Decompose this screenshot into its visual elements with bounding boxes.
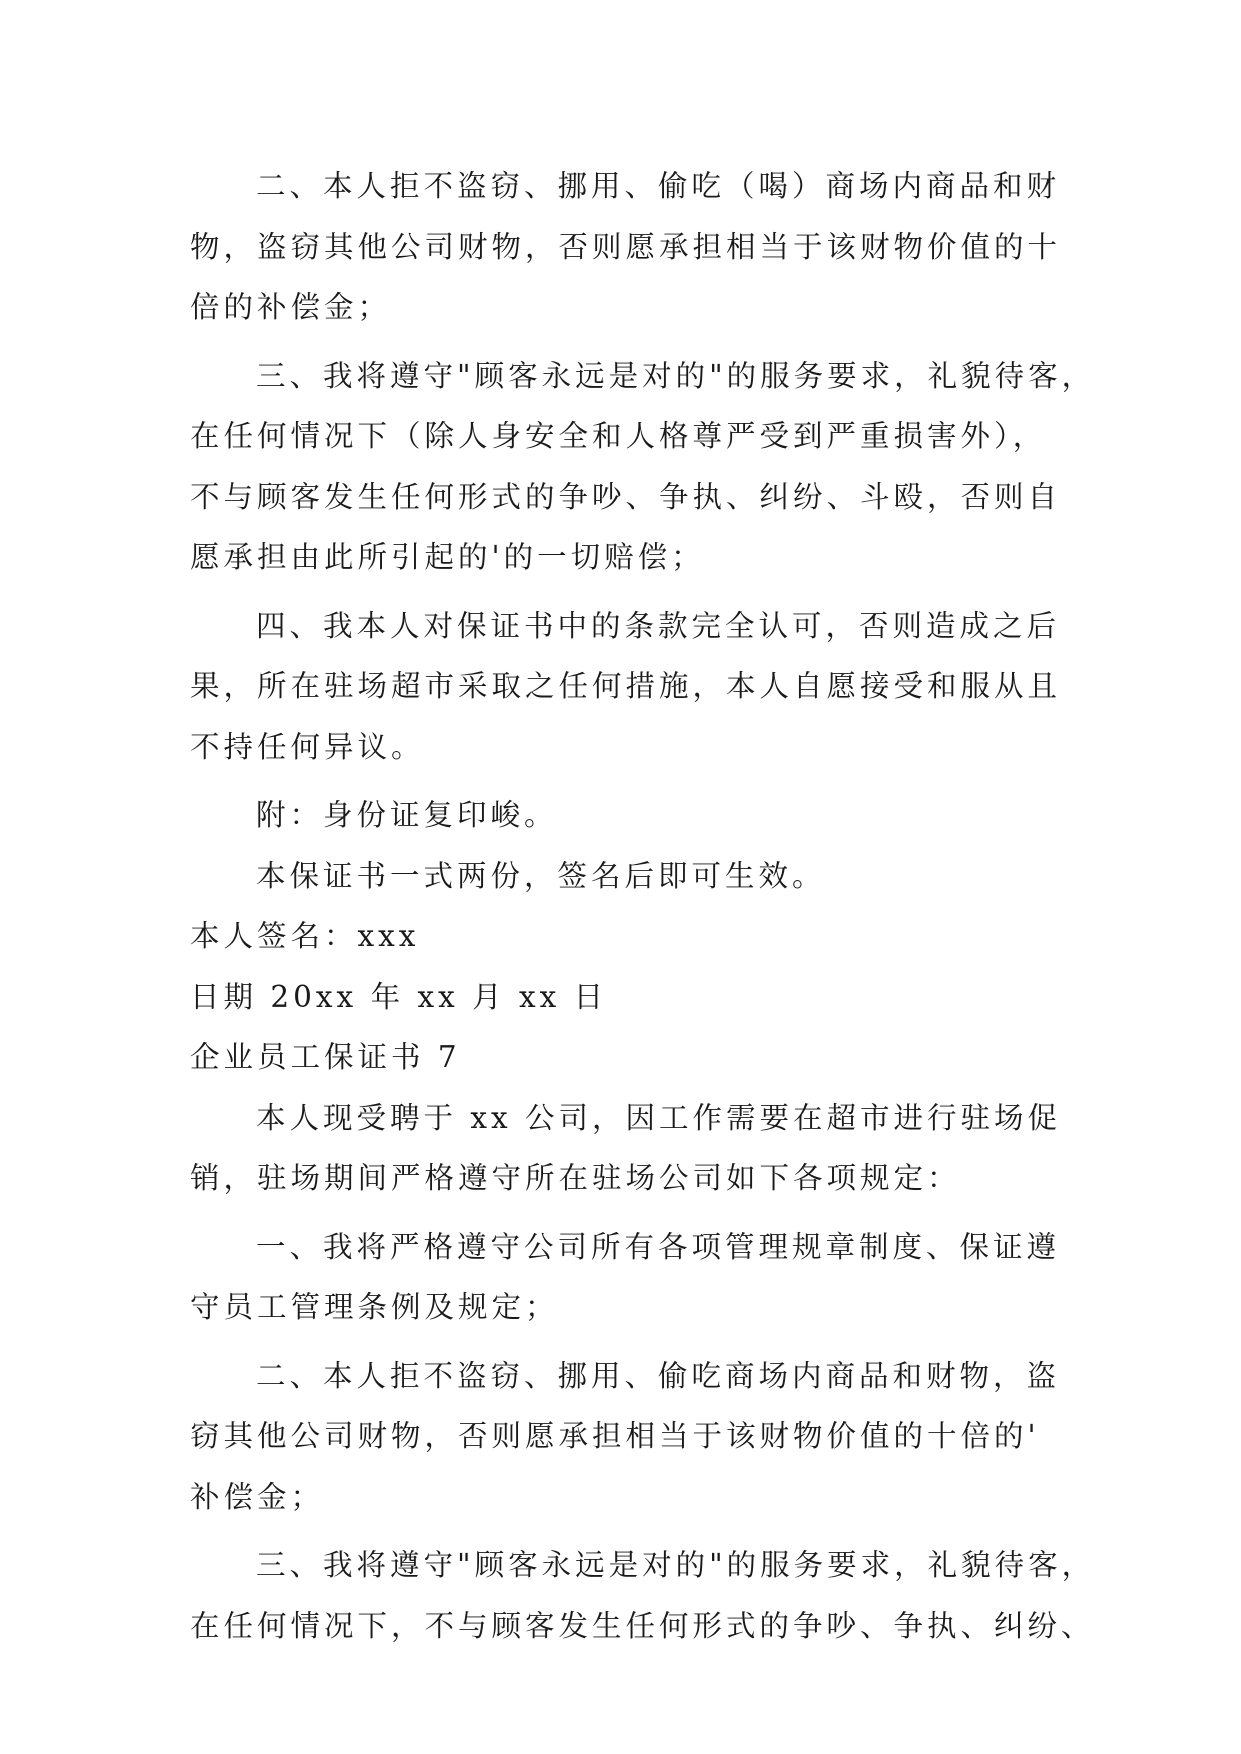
document-body bbox=[190, 156, 1096, 1656]
section-title: 企业员工保证书 7 bbox=[190, 1040, 461, 1074]
paragraph-line: 补偿金； bbox=[190, 1479, 325, 1514]
paragraph-line: 二、本人拒不盗窃、挪用、偷吃商场内商品和财物，盗 bbox=[256, 1358, 1061, 1393]
paragraph-line: 在任何情况下，不与顾客发生任何形式的争吵、争执、纠纷、 bbox=[190, 1608, 1095, 1643]
paragraph-line: 窃其他公司财物，否则愿承担相当于该财物价值的十倍的' bbox=[190, 1419, 1040, 1453]
paragraph-line: 守员工管理条例及规定； bbox=[190, 1290, 559, 1324]
signature-line: 本人签名：xxx bbox=[190, 919, 420, 953]
paragraph-line: 愿承担由此所引起的'的一切赔偿； bbox=[190, 540, 705, 574]
validity-note: 本保证书一式两份，签名后即可生效。 bbox=[256, 858, 826, 893]
paragraph-line: 二、本人拒不盗窃、挪用、偷吃（喝）商场内商品和财 bbox=[256, 169, 1061, 203]
paragraph-line: 一、我将严格遵守公司所有各项管理规章制度、保证遵 bbox=[256, 1229, 1061, 1264]
paragraph-line: 销，驻场期间严格遵守所在驻场公司如下各项规定： bbox=[190, 1161, 961, 1195]
paragraph-line: 果，所在驻场超市采取之任何措施，本人自愿接受和服从且 bbox=[190, 669, 1062, 703]
paragraph-line: 在任何情况下（除人身安全和人格尊严受到严重损害外）， bbox=[190, 419, 1047, 453]
paragraph-line: 不持任何异议。 bbox=[190, 729, 425, 764]
paragraph-line: 三、我将遵守"顾客永远是对的"的服务要求，礼貌待客， bbox=[256, 1548, 1096, 1582]
date-line: 日期 20xx 年 xx 月 xx 日 bbox=[190, 979, 608, 1014]
attachment-note: 附：身份证复印峻。 bbox=[256, 798, 558, 832]
paragraph-line: 本人现受聘于 xx 公司，因工作需要在超市进行驻场促 bbox=[256, 1100, 1062, 1135]
paragraph-line: 三、我将遵守"顾客永远是对的"的服务要求，礼貌待客， bbox=[256, 358, 1096, 393]
paragraph-line: 不与顾客发生任何形式的争吵、争执、纠纷、斗殴，否则自 bbox=[190, 479, 1062, 514]
paragraph-line: 倍的补偿金； bbox=[190, 290, 392, 324]
paragraph-line: 物，盗窃其他公司财物，否则愿承担相当于该财物价值的十 bbox=[190, 229, 1062, 264]
paragraph-line: 四、我本人对保证书中的条款完全认可，否则造成之后 bbox=[256, 608, 1061, 643]
